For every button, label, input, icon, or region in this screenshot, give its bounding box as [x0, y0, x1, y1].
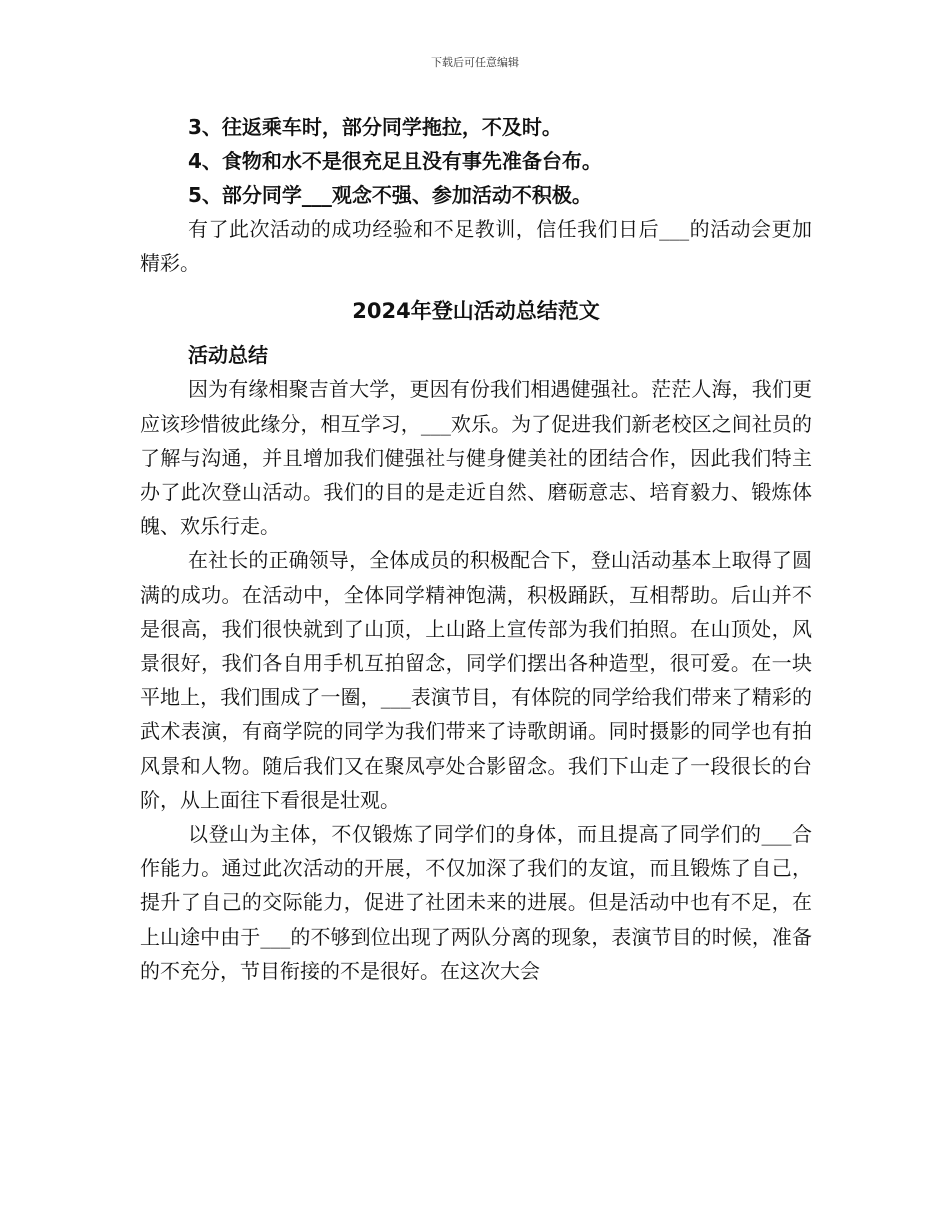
body-paragraph: 在社长的正确领导，全体成员的积极配合下，登山活动基本上取得了圆满的成功。在活动中，全体同学精神饱满，积极踊跃，互相帮助。后山并不是很高，我们很快就到了山顶，上山路上宣传部为我们拍照。在山顶处，风景很好，我们各自用手机互拍留念，同学们摆出各种造型，很可爱。在一块平地上，我们围成了一圈，___表演节目，有体院的同学给我们带来了精彩的武术表演，有商学院的同学为我们带来了诗歌朗诵。同时摄影的同学也有拍风景和人物。随后我们又在聚凤亭处合影留念。我们下山走了一段很长的台阶，从上面往下看很是壮观。 [140, 548, 812, 812]
body-paragraph: 因为有缘相聚吉首大学，更因有份我们相遇健强社。茫茫人海，我们更应该珍惜彼此缘分，相互学习，___欢乐。为了促进我们新老校区之间社员的了解与沟通，并且增加我们健强社与健身健美社的团结合作，因此我们特主办了此次登山活动。我们的目的是走近自然、磨砺意志、培育毅力、锻炼体魄、欢乐行走。 [140, 377, 812, 539]
section-subheading: 活动总结 [188, 343, 268, 368]
list-item: 5、部分同学___观念不强、参加活动不积极。 [188, 183, 592, 207]
list-item: 3、往返乘车时，部分同学拖拉，不及时。 [188, 115, 562, 139]
page-header: 下载后可任意编辑 [431, 56, 519, 69]
body-paragraph: 以登山为主体，不仅锻炼了同学们的身体，而且提高了同学们的___合作能力。通过此次活动的开展，不仅加深了我们的友谊，而且锻炼了自己，提升了自己的交际能力，促进了社团未来的进展。但是活动中也有不足，在上山途中由于___的不够到位出现了两队分离的现象，表演节目的时候，准备的不充分，节目衔接的不是很好。在这次大会 [140, 822, 812, 983]
article-title: 2024年登山活动总结范文 [352, 299, 600, 324]
closing-paragraph: 有了此次活动的成功经验和不足教训，信任我们日后___的活动会更加精彩。 [140, 217, 812, 276]
document-body [140, 110, 812, 988]
list-item: 4、食物和水不是很充足且没有事先准备台布。 [188, 149, 602, 173]
